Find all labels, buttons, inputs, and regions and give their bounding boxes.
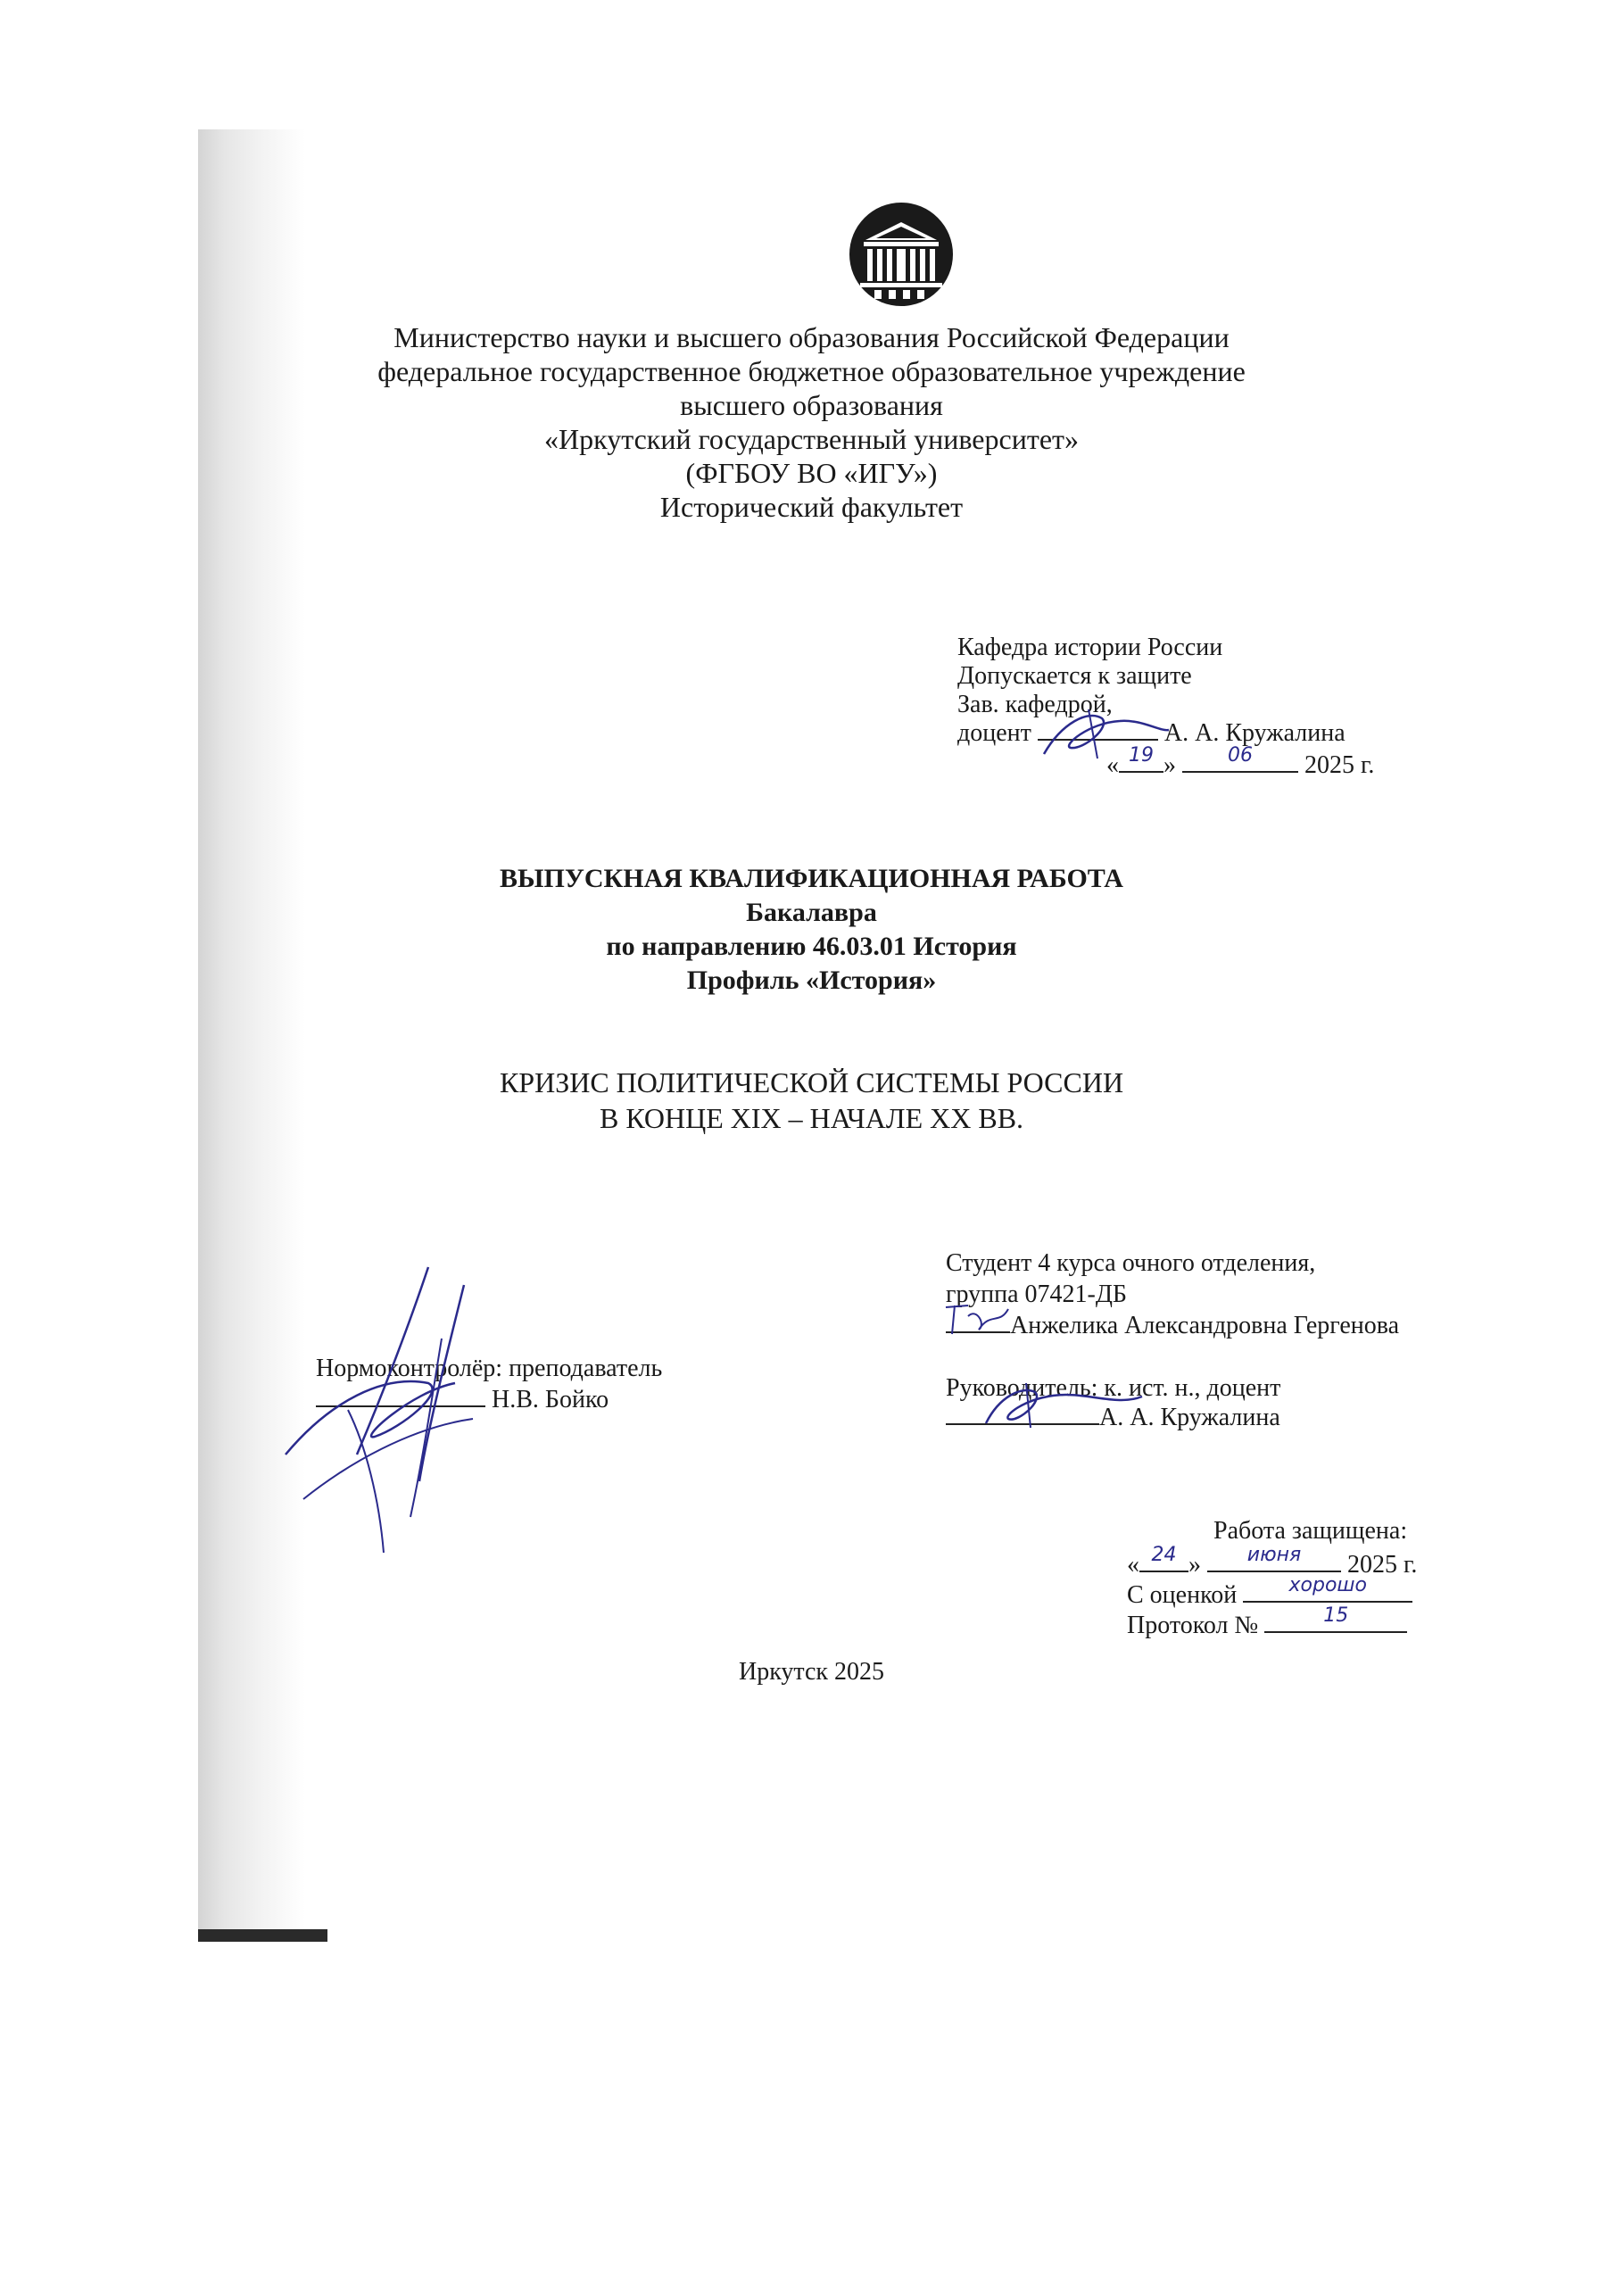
student-name-line <box>946 1312 1399 1340</box>
approval-month-blank <box>1182 744 1298 773</box>
student-signature-icon <box>941 1298 1013 1343</box>
defense-label-line: Работа защищена: <box>1213 1517 1408 1545</box>
defense-day-blank <box>1139 1544 1188 1572</box>
approval-year: 2025 г. <box>1304 751 1375 779</box>
defense-year: 2025 г. <box>1347 1551 1418 1579</box>
protocol-number: 15 <box>1323 1604 1349 1627</box>
student-name: Анжелика Александровна Гергенова <box>1010 1312 1400 1339</box>
admitted-line: Допускается к защите <box>957 662 1192 690</box>
head-name: А. А. Кружалина <box>1163 719 1346 747</box>
university-name-line: «Иркутский государственный университет» <box>543 423 1079 455</box>
supervisor-name: А. А. Кружалина <box>1099 1404 1280 1431</box>
defense-day: 24 <box>1151 1544 1177 1566</box>
approval-day: 19 <box>1129 744 1154 767</box>
normcontrol-label-line: Нормоконтролёр: преподаватель <box>316 1355 663 1382</box>
normcontrol-signature-icon <box>277 1249 509 1571</box>
university-abbreviation-line: (ФГБОУ ВО «ИГУ») <box>685 457 938 489</box>
education-level-line: высшего образования <box>680 389 943 421</box>
city-year-line: Иркутск 2025 <box>738 1658 885 1686</box>
approval-month: 06 <box>1228 744 1253 767</box>
defense-protocol-line <box>1127 1604 1407 1640</box>
approval-date-open: « <box>1106 751 1119 779</box>
head-signature-icon <box>1035 705 1178 767</box>
grade-label: С оценкой <box>1127 1581 1238 1609</box>
normcontrol-name: Н.В. Бойко <box>492 1386 609 1413</box>
topic-line-2: В КОНЦЕ XIX – НАЧАЛЕ XX ВВ. <box>599 1102 1024 1134</box>
department-line: Кафедра истории России <box>957 634 1223 661</box>
work-title-line: ВЫПУСКНАЯ КВАЛИФИКАЦИОННАЯ РАБОТА <box>500 864 1123 893</box>
protocol-label: Протокол № <box>1127 1612 1259 1639</box>
direction-line: по направлению 46.03.01 История <box>606 932 1017 961</box>
approval-date-mid: » <box>1163 751 1176 779</box>
faculty-line: Исторический факультет <box>659 491 964 523</box>
degree-line: Бакалавра <box>746 898 877 927</box>
supervisor-signature-icon <box>977 1379 1147 1432</box>
profile-line: Профиль «История» <box>686 966 937 995</box>
ministry-line: Министерство науки и высшего образования Российской Федерации <box>393 321 1230 353</box>
head-label-line: Зав. кафедрой, <box>957 691 1113 718</box>
grade-blank <box>1243 1574 1412 1603</box>
supervisor-label-line: Руководитель: к. ист. н., доцент <box>946 1374 1281 1402</box>
grade-value: хорошо <box>1288 1574 1367 1596</box>
defense-date-mid: » <box>1188 1551 1201 1579</box>
student-group-line: группа 07421-ДБ <box>946 1281 1128 1308</box>
defense-date-open: « <box>1127 1551 1139 1579</box>
scan-edge <box>198 1929 327 1942</box>
topic-line-1: КРИЗИС ПОЛИТИЧЕСКОЙ СИСТЕМЫ РОССИИ <box>499 1066 1124 1098</box>
institution-type-line: федеральное государственное бюджетное образовательное учреждение <box>377 355 1246 387</box>
protocol-blank <box>1264 1604 1407 1633</box>
student-course-line: Студент 4 курса очного отделения, <box>946 1249 1316 1277</box>
university-logo-icon <box>848 201 955 308</box>
docent-label: доцент <box>957 719 1031 747</box>
defense-month-blank <box>1207 1544 1341 1572</box>
defense-month: июня <box>1246 1544 1302 1566</box>
